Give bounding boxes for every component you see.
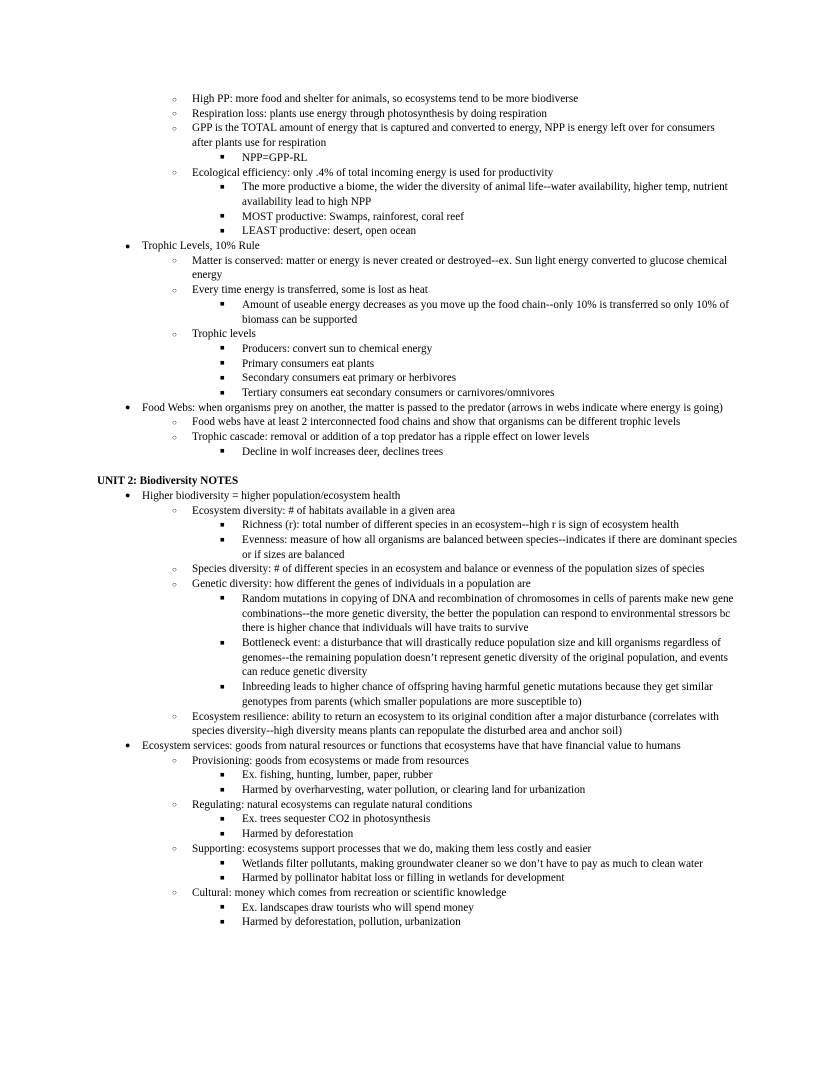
outline-item-text: Harmed by deforestation [242,828,354,841]
bullet-circle-icon: ○ [172,285,177,295]
outline-item-text: Provisioning: goods from ecosystems or made from resources [192,754,469,767]
outline-item-text: Harmed by overharvesting, water pollution, or clearing land for urbanization [242,784,586,797]
outline-item-level-3 [97,445,737,460]
bullet-disc-icon: ● [125,490,131,501]
outline-row [220,224,737,239]
outline-item-level-3 [97,827,737,842]
outline-item-text: Matter is conserved: matter or energy is never created or destroyed--ex. Sun light energy converted to glucose chemical energy [192,254,728,282]
outline-item-text: Ecosystem resilience: ability to return an ecosystem to its original condition after a major disturbance (correlates with species diversity--high diversity means plants can repopulate the disturbed area and anchor soil) [192,710,719,738]
outline-item-level-2 [97,283,737,298]
outline-row [220,680,737,709]
bullet-circle-icon: ○ [172,417,177,427]
outline-item-level-3 [97,224,737,239]
outline-item-text: Ecosystem diversity: # of habitats available in a given area [192,504,456,517]
outline-item-level-2 [97,886,737,901]
outline-item-level-2 [97,562,737,577]
outline-item-level-3 [97,871,737,886]
outline-item-level-3 [97,915,737,930]
outline-item-text: MOST productive: Swamps, rainforest, coral reef [242,210,464,223]
blank-line [97,460,737,475]
outline-row [220,533,737,562]
outline-row [220,342,737,357]
outline-row [172,710,737,739]
outline-item-text: Primary consumers eat plants [242,357,375,370]
bullet-square-icon: ■ [220,902,225,912]
bullet-square-icon: ■ [220,637,225,647]
outline-item-text: Food Webs: when organisms prey on another, the matter is passed to the predator (arrows in webs indicate where energy is going) [142,401,723,414]
outline-list [97,489,737,930]
outline-item-text: Respiration loss: plants use energy through photosynthesis by doing respiration [192,107,547,120]
bullet-square-icon: ■ [220,343,225,353]
outline-item-level-1 [97,739,737,754]
bullet-disc-icon: ● [125,240,131,251]
outline-row [220,180,737,209]
outline-row [172,842,737,857]
outline-row [172,562,737,577]
outline-item-level-3 [97,386,737,401]
outline-item-level-3 [97,298,737,327]
outline-item-level-3 [97,783,737,798]
outline-item-level-3 [97,518,737,533]
bullet-circle-icon: ○ [172,712,177,722]
outline-item-text: Decline in wolf increases deer, declines trees [242,445,444,458]
outline-item-level-3 [97,857,737,872]
outline-item-text: LEAST productive: desert, open ocean [242,225,417,238]
bullet-circle-icon: ○ [172,579,177,589]
bullet-square-icon: ■ [220,784,225,794]
outline-row [220,386,737,401]
outline-item-level-3 [97,812,737,827]
outline-item-level-2 [97,254,737,283]
bullet-circle-icon: ○ [172,844,177,854]
bullet-circle-icon: ○ [172,756,177,766]
outline-item-level-1 [97,239,737,254]
bullet-square-icon: ■ [220,225,225,235]
outline-item-text: Amount of useable energy decreases as you move up the food chain--only 10% is transferred so only 10% of biomass can be supported [242,298,729,326]
outline-item-level-2 [97,415,737,430]
outline-row [125,239,737,254]
bullet-disc-icon: ● [125,402,131,413]
outline-row [125,401,737,416]
bullet-square-icon: ■ [220,387,225,397]
outline-item-level-3 [97,636,737,680]
outline-row [220,901,737,916]
bullet-square-icon: ■ [220,769,225,779]
bullet-square-icon: ■ [220,681,225,691]
outline-item-level-3 [97,592,737,636]
outline-row [172,798,737,813]
outline-item-text: NPP=GPP-RL [242,151,308,164]
outline-row [220,371,737,386]
bullet-square-icon: ■ [220,813,225,823]
outline-row [220,298,737,327]
outline-row [172,577,737,592]
outline-item-text: The more productive a biome, the wider the diversity of animal life--water availability, higher temp, nutrient availability lead to high NPP [242,181,728,208]
outline-item-text: GPP is the TOTAL amount of energy that is captured and converted to energy, NPP is energy left over for consumers after plants use for respiration [192,122,715,150]
outline-row [220,871,737,886]
bullet-circle-icon: ○ [172,564,177,574]
outline-item-text: Regulating: natural ecosystems can regulate natural conditions [192,798,473,811]
outline-item-text: Wetlands filter pollutants, making groundwater cleaner so we don’t have to pay as much to clean water [242,857,703,870]
outline-item-level-3 [97,901,737,916]
outline-row [172,886,737,901]
bullet-square-icon: ■ [220,181,225,191]
outline-item-text: Genetic diversity: how different the genes of individuals in a population are [192,578,531,591]
outline-item-text: Ex. trees sequester CO2 in photosynthesis [242,813,431,826]
outline-row [220,151,737,166]
outline-item-level-2 [97,798,737,813]
bullet-circle-icon: ○ [172,800,177,810]
bullet-square-icon: ■ [220,916,225,926]
outline-item-text: Trophic Levels, 10% Rule [142,240,260,253]
outline-row [220,518,737,533]
outline-row [220,592,737,636]
outline-item-text: Inbreeding leads to higher chance of offspring having harmful genetic mutations because they get similar genotypes from parents (which smaller populations are more susceptible to) [242,681,713,708]
outline-row [125,739,737,754]
outline-item-level-2 [97,577,737,592]
outline-item-text: Trophic cascade: removal or addition of a top predator has a ripple effect on lower levels [192,431,590,444]
bullet-circle-icon: ○ [172,168,177,178]
outline-row [220,768,737,783]
outline-item-text: Secondary consumers eat primary or herbivores [242,372,457,385]
outline-item-level-2 [97,166,737,181]
outline-item-level-2 [97,121,737,150]
outline-item-text: Ecological efficiency: only .4% of total incoming energy is used for productivity [192,166,554,179]
outline-item-level-1 [97,401,737,416]
bullet-circle-icon: ○ [172,432,177,442]
outline-row [220,636,737,680]
bullet-square-icon: ■ [220,519,225,529]
outline-list [97,92,737,460]
outline-item-text: Harmed by deforestation, pollution, urbanization [242,916,461,929]
outline-row [220,915,737,930]
outline-item-level-3 [97,371,737,386]
section-heading-unit2: UNIT 2: Biodiversity NOTES [97,475,239,488]
outline-item-text: High PP: more food and shelter for animals, so ecosystems tend to be more biodiverse [192,93,579,105]
bullet-square-icon: ■ [220,372,225,382]
outline-item-text: Cultural: money which comes from recreation or scientific knowledge [192,886,507,899]
outline-row [172,166,737,181]
outline-item-level-3 [97,180,737,209]
outline-row [220,210,737,225]
bullet-square-icon: ■ [220,858,225,868]
outline-row [172,327,737,342]
outline-row [220,357,737,372]
outline-item-level-3 [97,533,737,562]
outline-item-text: Random mutations in copying of DNA and recombination of chromosomes in cells of parents make new gene combinations--the more genetic diversity, the better the population can respond to environmental stressors bc there is higher chance that individuals will have traits to survive [242,592,734,635]
bullet-circle-icon: ○ [172,94,177,104]
bullet-circle-icon: ○ [172,329,177,339]
bullet-square-icon: ■ [220,872,225,882]
bullet-square-icon: ■ [220,152,225,162]
bullet-circle-icon: ○ [172,109,177,119]
bullet-disc-icon: ● [125,740,131,751]
outline-row [220,857,737,872]
outline-item-level-2 [97,430,737,445]
outline-item-text: Ex. landscapes draw tourists who will spend money [242,901,474,914]
outline-row [172,107,737,122]
outline-row [172,92,737,107]
outline-item-level-2 [97,327,737,342]
outline-item-level-3 [97,680,737,709]
bullet-circle-icon: ○ [172,123,177,133]
outline-item-text: Higher biodiversity = higher population/ecosystem health [142,489,401,502]
outline-item-text: Species diversity: # of different species in an ecosystem and balance or evenness of the population sizes of species [192,563,705,576]
outline-row [220,827,737,842]
outline-item-text: Producers: convert sun to chemical energy [242,342,433,355]
outline-row [172,430,737,445]
outline-item-level-2 [97,107,737,122]
outline-row [172,121,737,150]
outline-item-level-2 [97,504,737,519]
outline-row [172,254,737,283]
outline-item-level-2 [97,842,737,857]
outline-item-text: Tertiary consumers eat secondary consumers or carnivores/omnivores [242,387,555,400]
outline-item-text: Richness (r): total number of different species in an ecosystem--high r is sign of ecosystem health [242,519,679,532]
outline-item-level-1 [97,489,737,504]
outline-row [220,812,737,827]
bullet-square-icon: ■ [220,534,225,544]
document-body [97,92,737,930]
bullet-square-icon: ■ [220,358,225,368]
bullet-square-icon: ■ [220,593,225,603]
bullet-square-icon: ■ [220,211,225,221]
outline-item-level-3 [97,768,737,783]
outline-item-text: Supporting: ecosystems support processes that we do, making them less costly and easier [192,842,592,855]
outline-row [172,283,737,298]
outline-item-level-3 [97,210,737,225]
outline-row [172,415,737,430]
outline-item-level-2 [97,710,737,739]
outline-item-text: Every time energy is transferred, some is lost as heat [192,284,428,297]
bullet-circle-icon: ○ [172,506,177,516]
bullet-circle-icon: ○ [172,256,177,266]
outline-item-level-3 [97,151,737,166]
outline-row [125,489,737,504]
outline-item-text: Harmed by pollinator habitat loss or filling in wetlands for development [242,872,565,885]
outline-item-level-3 [97,342,737,357]
outline-item-level-2 [97,754,737,769]
outline-item-level-3 [97,357,737,372]
bullet-square-icon: ■ [220,828,225,838]
outline-row [220,783,737,798]
outline-row [220,445,737,460]
outline-item-text: Bottleneck event: a disturbance that will drastically reduce population size and kill organisms regardless of genomes--the remaining population doesn’t represent genetic diversity of the original population, and events can reduce genetic diversity [242,637,729,679]
bullet-square-icon: ■ [220,299,225,309]
outline-row [172,504,737,519]
outline-item-level-2 [97,92,737,107]
bullet-circle-icon: ○ [172,888,177,898]
outline-item-text: Ecosystem services: goods from natural resources or functions that ecosystems have that have financial value to humans [142,739,681,752]
outline-item-text: Ex. fishing, hunting, lumber, paper, rubber [242,769,433,782]
bullet-square-icon: ■ [220,446,225,456]
outline-item-text: Food webs have at least 2 interconnected food chains and show that organisms can be different trophic levels [192,416,681,429]
outline-item-text: Trophic levels [192,328,256,341]
outline-item-text: Evenness: measure of how all organisms are balanced between species--indicates if there are dominant species or if sizes are balanced [242,534,737,561]
outline-row [172,754,737,769]
